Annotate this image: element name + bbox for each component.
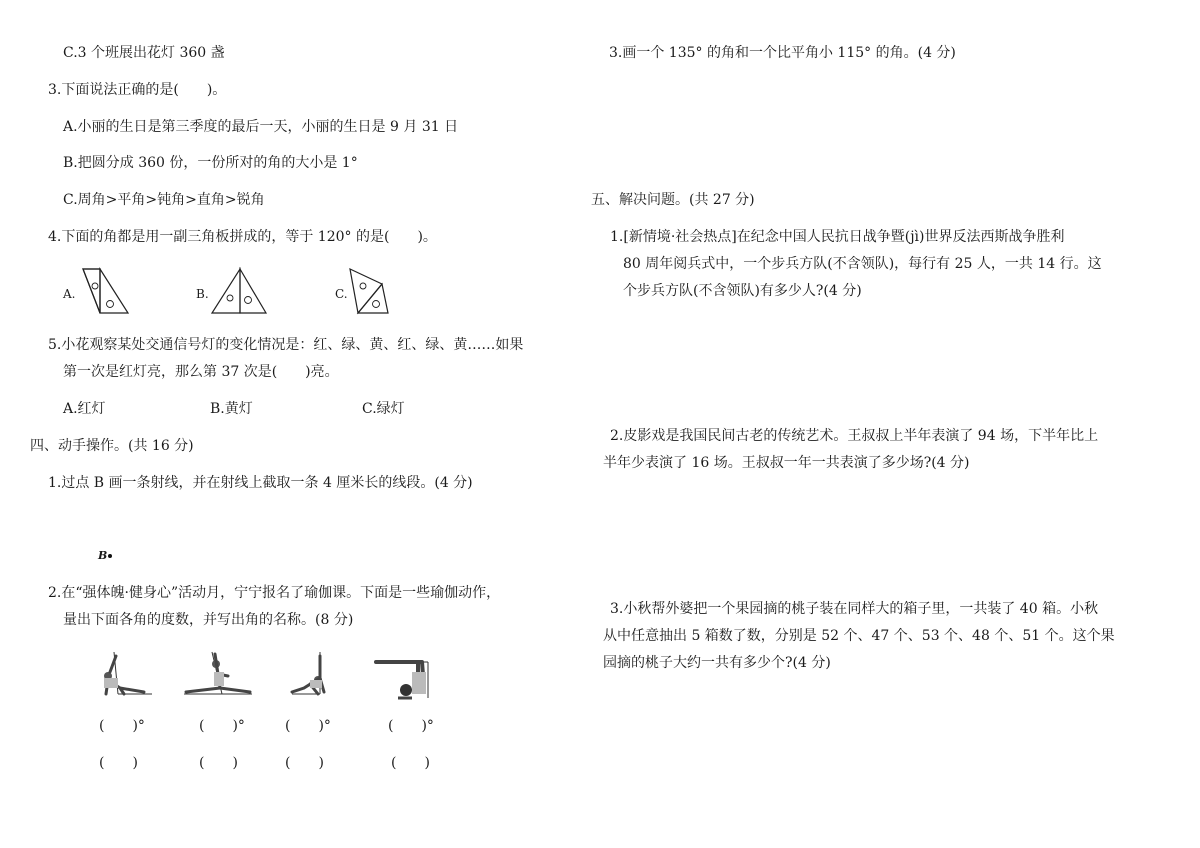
s5-q1-line-2: 80 周年阅兵式中，一个步兵方队(不含领队)，每行有 25 人，一共 14 行。这 <box>623 256 1102 272</box>
q4-option-b-label: B. <box>196 287 209 301</box>
s5-q3-line-3: 园摘的桃子大约一共有多少个?(4 分) <box>603 655 831 671</box>
yoga-1-degree-blank[interactable]: ( )° <box>99 718 145 734</box>
s5-q1-line-3: 个步兵方队(不含领队)有多少人?(4 分) <box>623 283 862 299</box>
s5-q3-line-1: 3.小秋帮外婆把一个果园摘的桃子装在同样大的箱子里，一共装了 40 箱。小秋 <box>610 601 1099 617</box>
s5-q3-line-2: 从中任意抽出 5 箱数了数，分别是 52 个、47 个、53 个、48 个、51 个。这个果 <box>603 628 1115 644</box>
q5-line-2: 第一次是红灯亮，那么第 37 次是( )亮。 <box>63 364 339 380</box>
q3-option-c: C.周角>平角>钝角>直角>锐角 <box>63 192 265 208</box>
yoga-1-name-blank[interactable]: ( ) <box>99 755 138 771</box>
q5-option-a: A.红灯 <box>63 401 106 417</box>
yoga-pose-2-figure <box>182 650 254 700</box>
q5-line-1: 5.小花观察某处交通信号灯的变化情况是：红、绿、黄、红、绿、黄……如果 <box>48 337 524 353</box>
point-b-dot <box>107 553 113 559</box>
s5-q2-line-2: 半年少表演了 16 场。王叔叔一年一共表演了多少场?(4 分) <box>603 455 970 471</box>
section-4-title: 四、动手操作。(共 16 分) <box>30 438 194 454</box>
yoga-pose-1-figure <box>94 650 154 700</box>
q3-stem: 3.下面说法正确的是( )。 <box>48 82 227 98</box>
q4-option-c-label: C. <box>335 287 348 301</box>
point-b-label: B <box>98 549 108 562</box>
q3-option-b: B.把圆分成 360 份，一份所对的角的大小是 1° <box>63 155 358 171</box>
s4-q3-draw-text: 3.画一个 135° 的角和一个比平角小 115° 的角。(4 分) <box>609 45 956 61</box>
q4-option-a-triangles-figure <box>80 266 132 316</box>
yoga-2-name-blank[interactable]: ( ) <box>199 755 238 771</box>
q4-option-a-label: A. <box>63 287 76 301</box>
s5-q2-line-1: 2.皮影戏是我国民间古老的传统艺术。王叔叔上半年表演了 94 场，下半年比上 <box>610 428 1099 444</box>
yoga-4-name-blank[interactable]: ( ) <box>391 755 430 771</box>
q5-option-c: C.绿灯 <box>362 401 405 417</box>
yoga-4-degree-blank[interactable]: ( )° <box>388 718 434 734</box>
yoga-pose-4-figure <box>372 652 436 702</box>
q2-option-c: C.3 个班展出花灯 360 盏 <box>63 45 225 61</box>
yoga-2-degree-blank[interactable]: ( )° <box>199 718 245 734</box>
q3-option-a: A.小丽的生日是第三季度的最后一天，小丽的生日是 9 月 31 日 <box>63 119 459 135</box>
q4-stem: 4.下面的角都是用一副三角板拼成的，等于 120° 的是( )。 <box>48 229 437 245</box>
s4-q2-line-1: 2.在“强体魄·健身心”活动月，宁宁报名了瑜伽课。下面是一些瑜伽动作， <box>48 585 501 601</box>
q4-option-b-triangles-figure <box>208 266 270 316</box>
s4-q1-text: 1.过点 B 画一条射线，并在射线上截取一条 4 厘米长的线段。(4 分) <box>48 475 473 491</box>
yoga-pose-3-figure <box>288 650 340 700</box>
s4-q2-line-2: 量出下面各角的度数，并写出角的名称。(8 分) <box>63 612 354 628</box>
yoga-3-degree-blank[interactable]: ( )° <box>285 718 331 734</box>
q4-option-c-triangles-figure <box>346 266 392 316</box>
section-5-title: 五、解决问题。(共 27 分) <box>591 192 755 208</box>
yoga-3-name-blank[interactable]: ( ) <box>285 755 324 771</box>
q5-option-b: B.黄灯 <box>210 401 253 417</box>
s5-q1-line-1: 1.[新情境·社会热点]在纪念中国人民抗日战争暨(jì)世界反法西斯战争胜利 <box>610 229 1065 245</box>
